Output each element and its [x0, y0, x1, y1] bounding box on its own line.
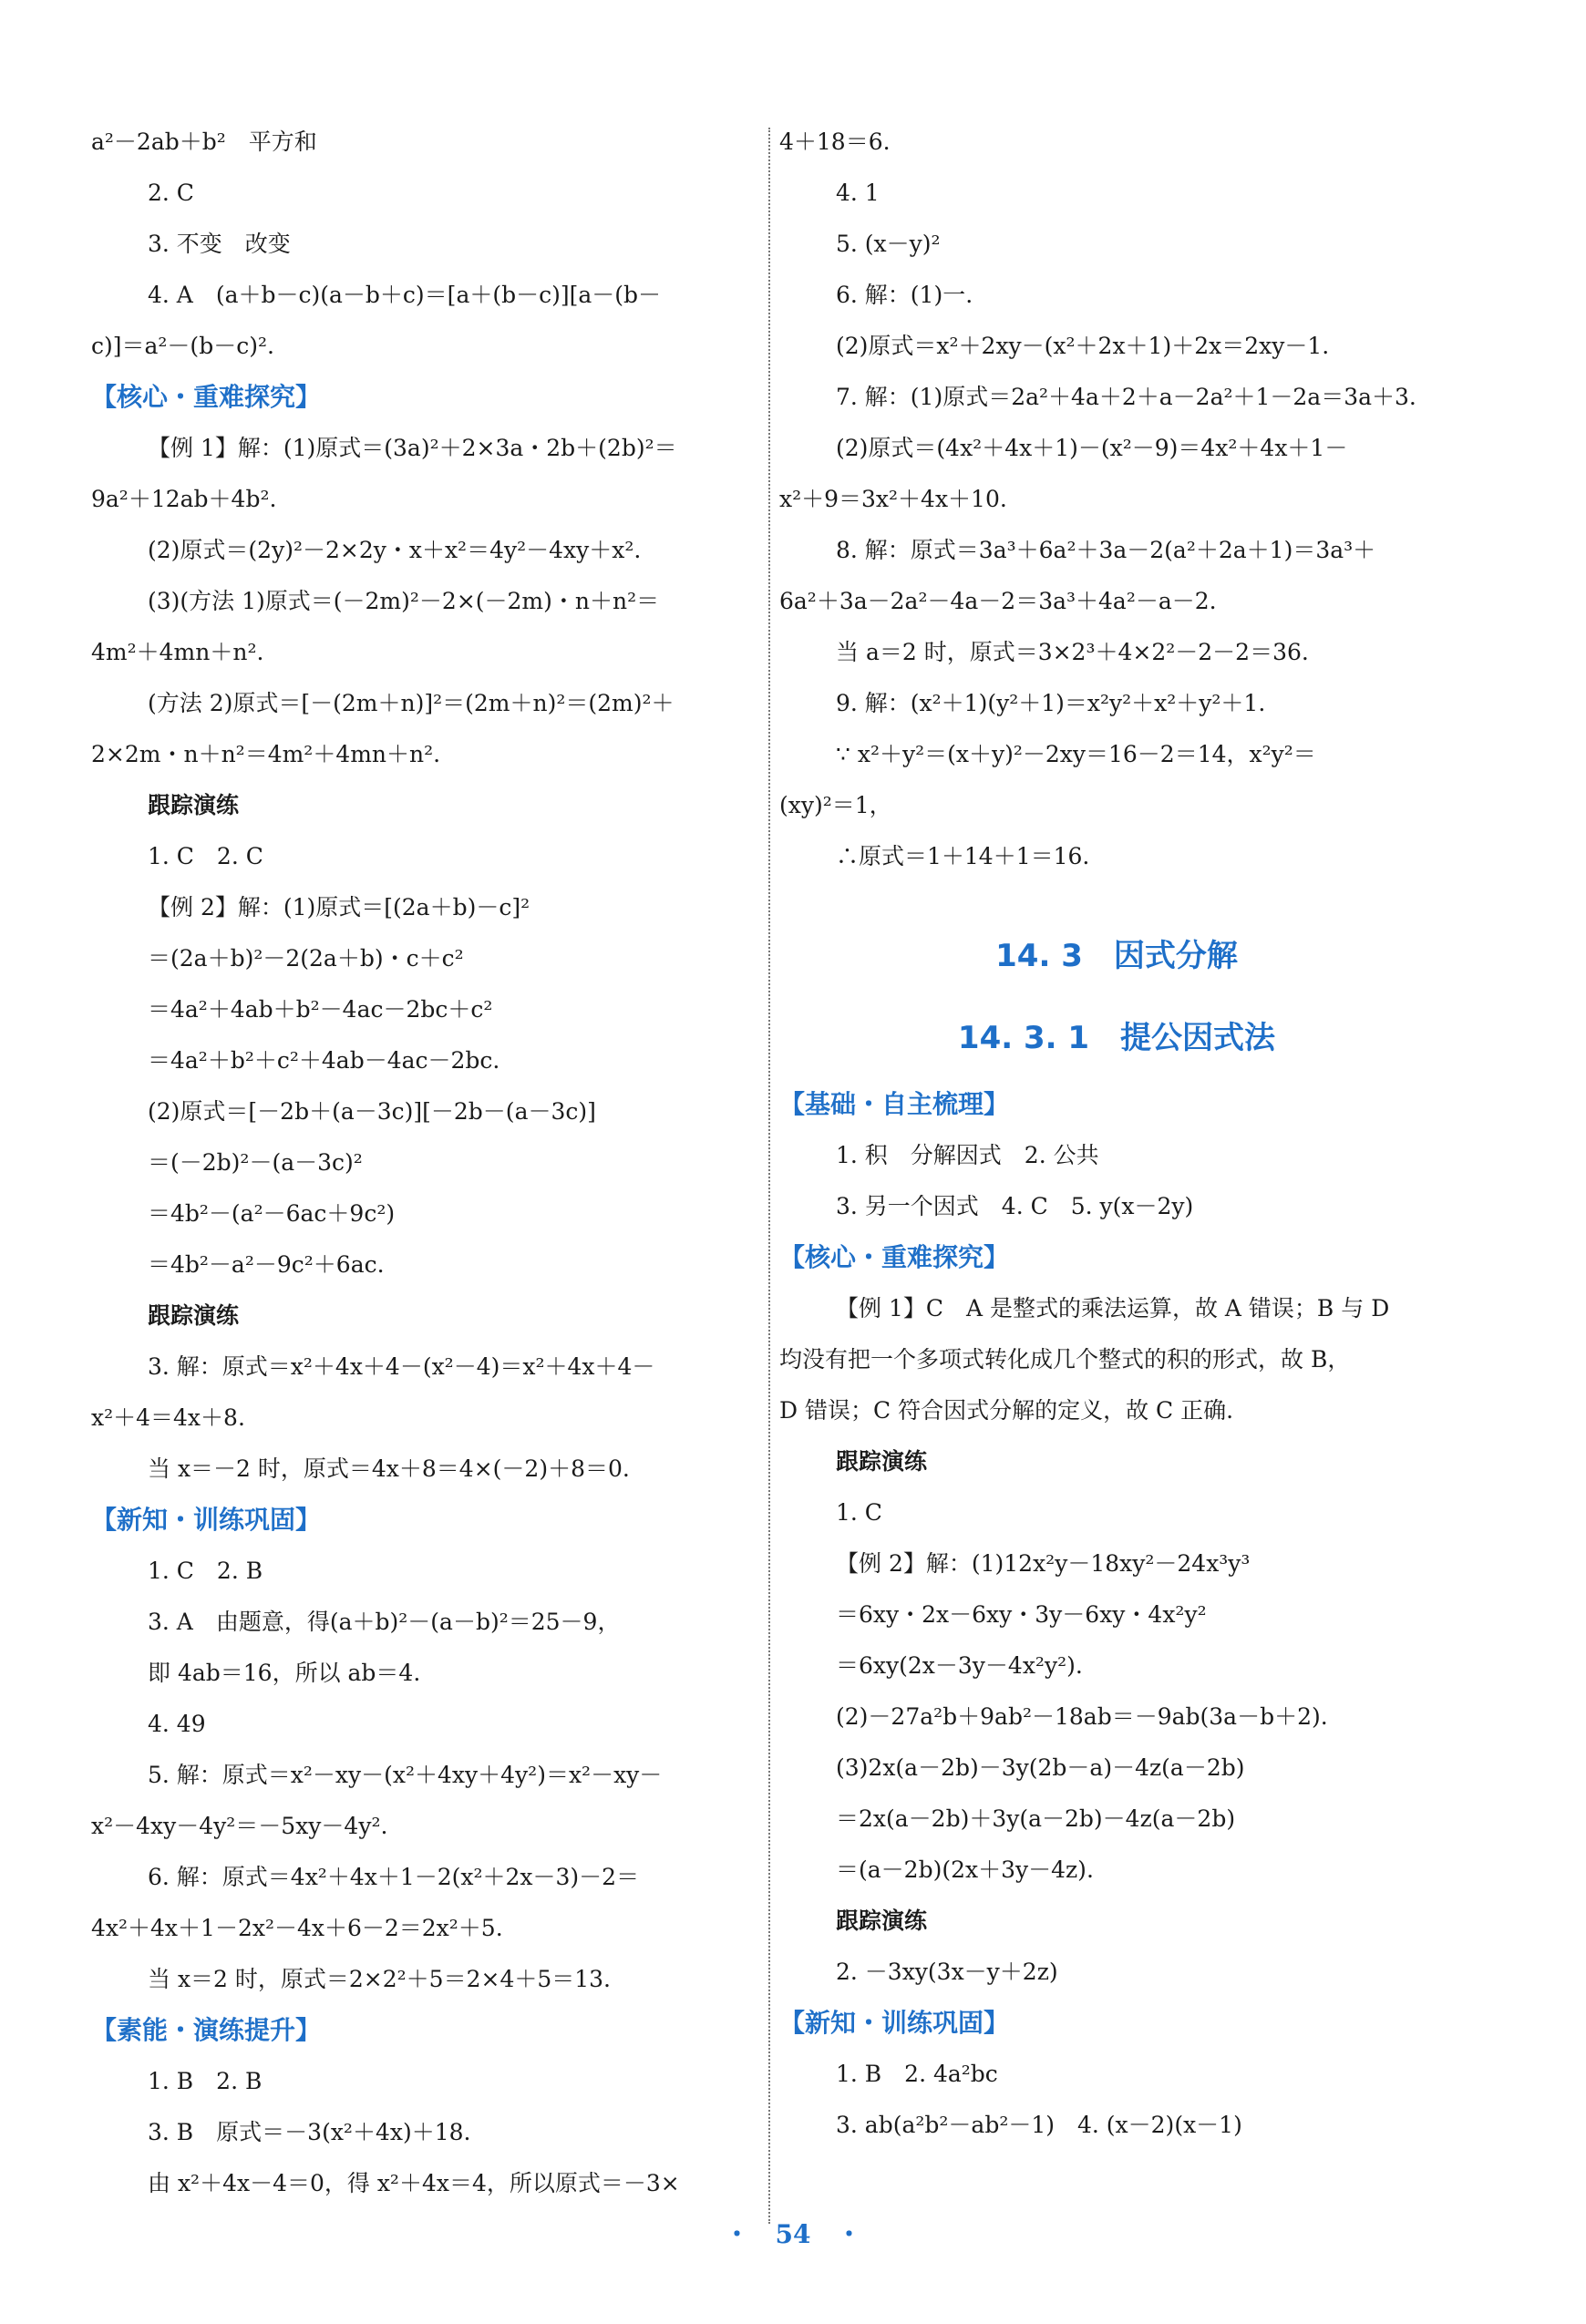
answer-line: 4. 49 [148, 1711, 206, 1737]
answer-line: ＝(－2b)²－(a－3c)² [148, 1149, 363, 1176]
answer-line: 9. 解：(x²＋1)(y²＋1)＝x²y²＋x²＋y²＋1. [836, 690, 1266, 716]
answer-line: ＝6xy・2x－6xy・3y－6xy・4x²y² [836, 1601, 1207, 1628]
answer-line: 由 x²＋4x－4＝0，得 x²＋4x＝4，所以原式＝－3× [148, 2170, 680, 2196]
section-header: 【核心・重难探究】 [91, 382, 322, 412]
answer-line: (3)2x(a－2b)－3y(2b－a)－4z(a－2b) [836, 1754, 1245, 1781]
answer-line: 3. B 原式＝－3(x²＋4x)＋18. [148, 2119, 471, 2145]
answer-line: x²＋9＝3x²＋4x＋10. [779, 486, 1007, 512]
answer-line: ＝4b²－(a²－6ac＋9c²) [148, 1200, 396, 1227]
section-header: 【新知・训练巩固】 [779, 2008, 1010, 2038]
answer-line: 6. 解：(1)一. [836, 282, 973, 308]
answer-line: 1. B 2. 4a²bc [836, 2061, 998, 2087]
answer-line: 1. C 2. B [148, 1558, 263, 1584]
answer-line: D 错误；C 符合因式分解的定义，故 C 正确. [779, 1397, 1234, 1424]
answer-line: 3. ab(a²b²－ab²－1) 4. (x－2)(x－1) [836, 2112, 1242, 2138]
answer-line: x²－4xy－4y²＝－5xy－4y². [91, 1813, 388, 1839]
answer-line: 6. 解：原式＝4x²＋4x＋1－2(x²＋2x－3)－2＝ [148, 1864, 640, 1890]
answer-line: ∴原式＝1＋14＋1＝16. [836, 843, 1090, 869]
answer-line: (3)(方法 1)原式＝(－2m)²－2×(－2m)・n＋n²＝ [148, 588, 660, 614]
section-title: 14. 3. 1 提公因式法 [957, 1020, 1276, 1056]
answer-line: a²－2ab＋b² 平方和 [91, 129, 317, 155]
answer-line: 均没有把一个多项式转化成几个整式的积的形式，故 B， [779, 1346, 1351, 1373]
answer-line: 4＋18＝6. [779, 129, 891, 155]
answer-line: x²＋4＝4x＋8. [91, 1404, 245, 1431]
section-header: 【核心・重难探究】 [779, 1242, 1010, 1272]
left-column [91, 117, 757, 2209]
right-column [779, 117, 1454, 2151]
answer-line: 【例 1】解：(1)原式＝(3a)²＋2×3a・2b＋(2b)²＝ [148, 435, 677, 461]
answer-line: 2. －3xy(3x－y＋2z) [836, 1959, 1058, 1985]
answer-line: 2. C [148, 180, 194, 206]
answer-line: 8. 解：原式＝3a³＋6a²＋3a－2(a²＋2a＋1)＝3a³＋ [836, 537, 1376, 563]
answer-line: 5. (x－y)² [836, 231, 941, 257]
answer-line: (2)原式＝(2y)²－2×2y・x＋x²＝4y²－4xy＋x². [148, 537, 642, 563]
section-header: 【素能・演练提升】 [91, 2015, 322, 2045]
answer-line: 4m²＋4mn＋n². [91, 639, 264, 665]
spacer [779, 882, 1454, 915]
answer-line: (2)原式＝[－2b＋(a－3c)][－2b－(a－3c)] [148, 1098, 596, 1125]
subsection-label: 跟踪演练 [148, 1302, 240, 1329]
answer-line: 【例 2】解：(1)12x²y－18xy²－24x³y³ [836, 1550, 1251, 1577]
answer-line: 即 4ab＝16，所以 ab＝4. [148, 1660, 421, 1686]
answer-line: 4x²＋4x＋1－2x²－4x＋6－2＝2x²＋5. [91, 1915, 503, 1941]
answer-line: 【例 2】解：(1)原式＝[(2a＋b)－c]² [148, 894, 530, 920]
answer-line: 7. 解：(1)原式＝2a²＋4a＋2＋a－2a²＋1－2a＝3a＋3. [836, 384, 1416, 410]
answer-line: 5. 解：原式＝x²－xy－(x²＋4xy＋4y²)＝x²－xy－ [148, 1762, 663, 1788]
answer-line: (2)原式＝(4x²＋4x＋1)－(x²－9)＝4x²＋4x＋1－ [836, 435, 1348, 461]
answer-line: (xy)²＝1， [779, 792, 892, 818]
answer-line: ＝(a－2b)(2x＋3y－4z). [836, 1856, 1094, 1883]
answer-line: ＝4a²＋4ab＋b²－4ac－2bc＋c² [148, 996, 493, 1023]
page-number: ・ 54 ・ [724, 2219, 862, 2249]
answer-line: 3. 另一个因式 4. C 5. y(x－2y) [836, 1193, 1194, 1219]
answer-line: 4. 1 [836, 180, 880, 206]
answer-line: (2)原式＝x²＋2xy－(x²＋2x＋1)＋2x＝2xy－1. [836, 333, 1330, 359]
answer-line: 1. C 2. C [148, 843, 263, 869]
answer-line: 1. 积 分解因式 2. 公共 [836, 1142, 1099, 1168]
answer-line: 当 x＝2 时，原式＝2×2²＋5＝2×4＋5＝13. [148, 1966, 612, 1992]
answer-line: 1. C [836, 1499, 882, 1526]
answer-line: 3. 不变 改变 [148, 231, 291, 257]
answer-line: 1. B 2. B [148, 2068, 263, 2094]
answer-line: (2)－27a²b＋9ab²－18ab＝－9ab(3a－b＋2). [836, 1703, 1328, 1730]
answer-line: 【例 1】C A 是整式的乘法运算，故 A 错误；B 与 D [836, 1295, 1390, 1321]
answer-line: (方法 2)原式＝[－(2m＋n)]²＝(2m＋n)²＝(2m)²＋ [148, 690, 675, 716]
answer-line: ＝4a²＋b²＋c²＋4ab－4ac－2bc. [148, 1047, 500, 1074]
section-header: 【新知・训练巩固】 [91, 1505, 322, 1535]
answer-line: 3. 解：原式＝x²＋4x＋4－(x²－4)＝x²＋4x＋4－ [148, 1353, 655, 1380]
subsection-label: 跟踪演练 [148, 792, 240, 818]
answer-line: 当 x＝－2 时，原式＝4x＋8＝4×(－2)＋8＝0. [148, 1455, 630, 1482]
answer-line: 2×2m・n＋n²＝4m²＋4mn＋n². [91, 741, 441, 767]
answer-line: ＝4b²－a²－9c²＋6ac. [148, 1251, 385, 1278]
answer-line: 当 a＝2 时，原式＝3×2³＋4×2²－2－2＝36. [836, 639, 1309, 665]
answer-line: ∵ x²＋y²＝(x＋y)²－2xy＝16－2＝14，x²y²＝ [836, 741, 1316, 767]
answer-line: 6a²＋3a－2a²－4a－2＝3a³＋4a²－a－2. [779, 588, 1217, 614]
answer-line: 9a²＋12ab＋4b². [91, 486, 277, 512]
section-title: 14. 3 因式分解 [995, 938, 1238, 974]
answer-line: ＝(2a＋b)²－2(2a＋b)・c＋c² [148, 945, 464, 972]
answer-line: c)]＝a²－(b－c)². [91, 333, 274, 359]
section-header: 【基础・自主梳理】 [779, 1089, 1010, 1119]
answer-line: 3. A 由题意，得(a＋b)²－(a－b)²＝25－9， [148, 1609, 621, 1635]
column-divider [768, 128, 770, 2224]
answer-line: ＝2x(a－2b)＋3y(a－2b)－4z(a－2b) [836, 1805, 1236, 1832]
answer-line: ＝6xy(2x－3y－4x²y²). [836, 1652, 1083, 1679]
subsection-label: 跟踪演练 [836, 1908, 928, 1934]
subsection-label: 跟踪演练 [836, 1448, 928, 1475]
answer-line: 4. A (a＋b－c)(a－b＋c)＝[a＋(b－c)][a－(b－ [148, 282, 662, 308]
